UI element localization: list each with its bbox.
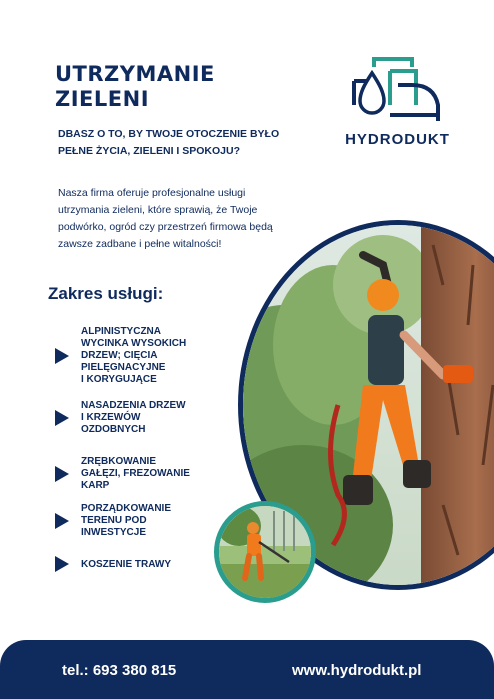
service-item — [55, 456, 211, 492]
page-title — [55, 62, 215, 112]
service-label: PORZĄDKOWANIE TERENU POD INWESTYCJE — [81, 503, 171, 538]
service-label: ALPINISTYCZNA WYCINKA WYSOKICH DRZEW; CIĘCIA PIELĘGNACYJNE I KORYGUJĄCE — [81, 326, 187, 385]
brand-name: HYDRODUKT — [345, 131, 450, 148]
service-item — [55, 326, 211, 386]
arrow-right-icon — [55, 466, 69, 482]
arrow-right-icon — [55, 348, 69, 364]
arrow-right-icon — [55, 513, 69, 529]
intro-line-4: zawsze zadbane i pełne witalności! — [58, 238, 222, 250]
logo — [340, 55, 455, 148]
title-line-1: UTRZYMANIE — [55, 62, 215, 86]
intro-text — [58, 185, 310, 253]
website-link[interactable]: www.hydrodukt.pl — [292, 662, 422, 679]
service-item — [55, 503, 211, 539]
service-item — [55, 556, 211, 572]
contact-footer — [0, 640, 494, 699]
title-line-2: ZIELENI — [55, 87, 150, 111]
service-label: NASADZENIA DRZEW I KRZEWÓW OZDOBNYCH — [81, 400, 186, 435]
phone-number[interactable]: tel.: 693 380 815 — [62, 662, 177, 679]
subtitle-line-1: DBASZ O TO, BY TWOJE OTOCZENIE BYŁO — [58, 128, 280, 140]
water-drop-building-icon — [350, 55, 445, 125]
intro-line-2: utrzymania zieleni, które sprawią, że Twoje — [58, 204, 258, 216]
arrow-right-icon — [55, 556, 69, 572]
service-item — [55, 400, 211, 436]
service-label: KOSZENIE TRAWY — [81, 559, 172, 570]
arrow-right-icon — [55, 410, 69, 426]
scope-heading: Zakres usługi: — [48, 284, 164, 303]
intro-line-3: podwórko, ogród czy przestrzeń firmowa będą — [58, 221, 273, 233]
subtitle — [58, 126, 308, 160]
subtitle-line-2: PEŁNE ŻYCIA, ZIELENI I SPOKOJU? — [58, 145, 241, 157]
intro-line-1: Nasza firma oferuje profesjonalne usługi — [58, 187, 246, 199]
trimmer-worker-photo — [214, 501, 316, 603]
service-label: ZRĘBKOWANIE GAŁĘZI, FREZOWANIE KARP — [81, 456, 190, 491]
trimmer-illustration — [219, 506, 311, 598]
